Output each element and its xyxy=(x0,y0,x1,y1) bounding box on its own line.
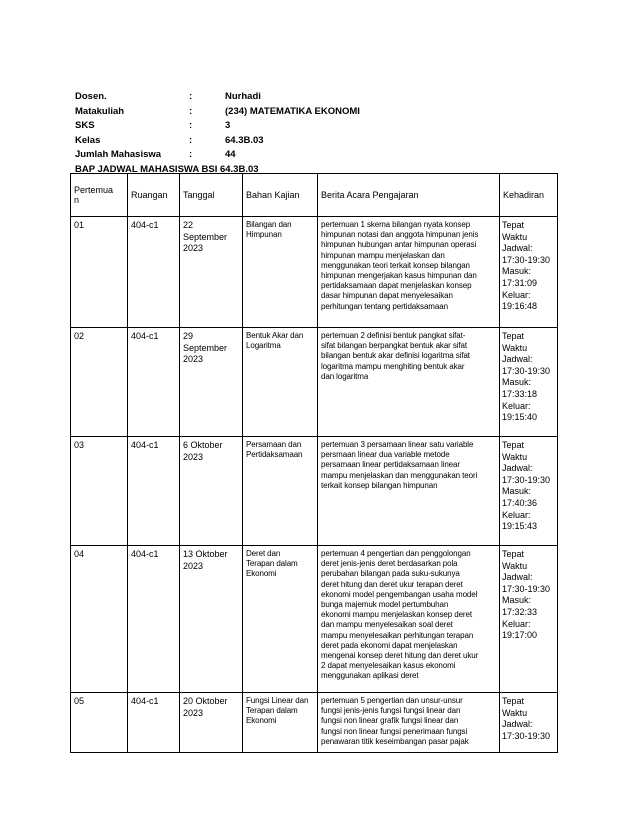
table-row xyxy=(71,328,558,437)
cell-ruangan: 404-c1 xyxy=(128,693,180,753)
schedule-table xyxy=(70,173,558,753)
matakuliah-label: Matakuliah xyxy=(75,105,125,117)
dosen-label: Dosen. xyxy=(75,91,107,102)
cell-tanggal: 13 Oktober 2023 xyxy=(180,546,243,693)
cell-tanggal: 6 Oktober 2023 xyxy=(180,437,243,546)
cell-ruangan: 404-c1 xyxy=(128,546,180,693)
header-berita-acara: Berita Acara Pengajaran xyxy=(318,174,500,217)
kelas-label: Kelas xyxy=(75,134,101,146)
table-row xyxy=(71,437,558,546)
cell-bahan-kajian: Deret dan Terapan dalam Ekonomi xyxy=(243,546,318,693)
cell-tanggal: 20 Oktober 2023 xyxy=(180,693,243,753)
cell-pertemuan: 03 xyxy=(71,437,128,546)
cell-berita-acara: pertemuan 2 definisi bentuk pangkat sifat- sifat bilangan berpangkat bentuk akar sifat bilangan bentuk akar definisi logaritma sifat logaritma mampu menghiting bentuk akar dan logaritma xyxy=(318,328,500,437)
header-ruangan: Ruangan xyxy=(128,174,180,217)
kelas-value: 64.3B.03 xyxy=(225,134,264,146)
cell-kehadiran: Tepat Waktu Jadwal: 17:30-19:30 Masuk: 17:40:36 Keluar: 19:15:43 xyxy=(500,437,558,546)
cell-pertemuan: 04 xyxy=(71,546,128,693)
matakuliah-value: (234) MATEMATIKA EKONOMI xyxy=(225,105,360,117)
jumlah-label: Jumlah Mahasiswa xyxy=(75,149,162,161)
separator: : xyxy=(189,149,193,161)
info-row-dosen xyxy=(75,90,360,105)
header-pertemuan: Pertemua n xyxy=(71,174,128,217)
sks-label: SKS xyxy=(75,120,95,132)
cell-pertemuan: 02 xyxy=(71,328,128,437)
separator: : xyxy=(189,105,193,117)
info-row-sks xyxy=(75,119,360,134)
cell-tanggal: 22 September 2023 xyxy=(180,217,243,328)
info-row-jumlah xyxy=(75,148,360,163)
cell-tanggal: 29 September 2023 xyxy=(180,328,243,437)
table-row xyxy=(71,546,558,693)
header-kehadiran: Kehadiran xyxy=(500,174,558,217)
separator: : xyxy=(189,91,193,102)
bap-title-text: BAP JADWAL MAHASISWA BSI 64.3B.03 xyxy=(75,163,259,175)
cell-ruangan: 404-c1 xyxy=(128,437,180,546)
header-bahan-kajian: Bahan Kajian xyxy=(243,174,318,217)
separator: : xyxy=(189,134,193,146)
jumlah-value: 44 xyxy=(225,149,236,161)
cell-berita-acara: pertemuan 4 pengertian dan penggolongan deret jenis-jenis deret berdasarkan pola perubahan bilangan pada suku-sukunya deret hitung dan deret ukur terapan deret ekonomi model pengembangan usaha model bunga majemuk model pertumbuhan ekonomi mampu menjelaskan konsep deret dan mampu menyelesaikan soal deret mampu menyelesaikan perhitungan terapan deret pada ekonomi dapat menjelaskan mengenai konsep deret hitung dan deret ukur 2 dapat menyelesaikan kasus ekonomi menggunakan aplikasi deret xyxy=(318,546,500,693)
dosen-value: Nurhadi xyxy=(225,91,261,102)
cell-kehadiran: Tepat Waktu Jadwal: 17:30-19:30 Masuk: 17:32:33 Keluar: 19:17:00 xyxy=(500,546,558,693)
cell-bahan-kajian: Bentuk Akar dan Logaritma xyxy=(243,328,318,437)
cell-pertemuan: 05 xyxy=(71,693,128,753)
cell-ruangan: 404-c1 xyxy=(128,328,180,437)
info-row-kelas xyxy=(75,134,360,149)
separator: : xyxy=(189,120,193,132)
cell-bahan-kajian: Bilangan dan Himpunan xyxy=(243,217,318,328)
cell-berita-acara: pertemuan 3 persamaan linear satu variable persmaan linear dua variable metode persamaan linear pertidaksamaan linear mampu menjelaskan dan menggunakan teori terkait konsep bilangan himpunan xyxy=(318,437,500,546)
cell-kehadiran: Tepat Waktu Jadwal: 17:30-19:30 Masuk: 17:33:18 Keluar: 19:15:40 xyxy=(500,328,558,437)
cell-bahan-kajian: Persamaan dan Pertidaksamaan xyxy=(243,437,318,546)
table-row xyxy=(71,693,558,753)
sks-value: 3 xyxy=(225,120,231,132)
cell-bahan-kajian: Fungsi Linear dan Terapan dalam Ekonomi xyxy=(243,693,318,753)
cell-berita-acara: pertemuan 5 pengertian dan unsur-unsur fungsi jenis-jenis fungsi fungsi linear dan fungsi non linear grafik fungsi linear dan fungsi non linear fungsi penerimaan fungsi penawaran titik keseimbangan pasar pajak xyxy=(318,693,500,753)
cell-kehadiran: Tepat Waktu Jadwal: 17:30-19:30 xyxy=(500,693,558,753)
cell-berita-acara: pertemuan 1 skema bilangan nyata konsep himpunan notasi dan anggota himpunan jenis himpunan hubungan antar himpunan operasi himpunan mampu menjelaskan dan menggunakan teori terkait konsep bilangan himpunan mengerjakan kasus himpunan dan pertidaksamaan dapat menjelaskan konsep dasar himpunan dapat menyelesaikan perhitungan tentang pertidaksamaan xyxy=(318,217,500,328)
header-tanggal: Tanggal xyxy=(180,174,243,217)
cell-pertemuan: 01 xyxy=(71,217,128,328)
info-row-matakuliah xyxy=(75,105,360,120)
cell-ruangan: 404-c1 xyxy=(128,217,180,328)
cell-kehadiran: Tepat Waktu Jadwal: 17:30-19:30 Masuk: 17:31:09 Keluar: 19:16:48 xyxy=(500,217,558,328)
table-row xyxy=(71,217,558,328)
table-header-row xyxy=(71,174,558,217)
course-info xyxy=(75,90,360,178)
